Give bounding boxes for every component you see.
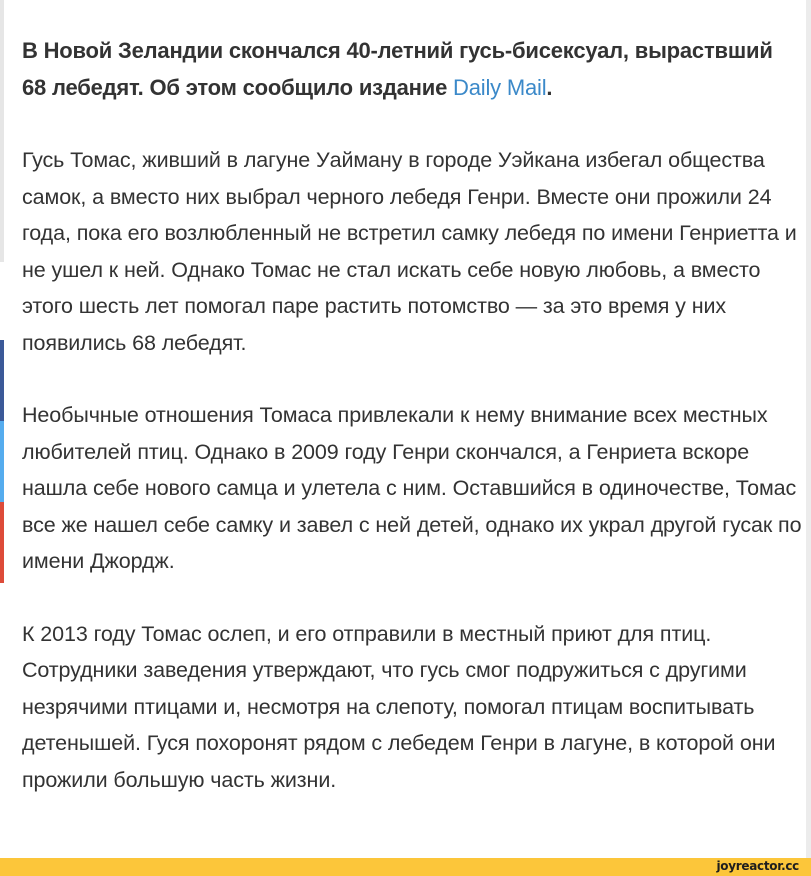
facebook-share-button[interactable] [0, 340, 4, 421]
google-share-button[interactable] [0, 502, 4, 583]
source-link[interactable]: Daily Mail [453, 75, 547, 100]
left-edge-border [0, 0, 4, 262]
headline-text: В Новой Зеландии скончался 40-летний гусь-бисексуал, выраствший 68 лебедят. Об этом сообщило издание [22, 38, 773, 100]
article-paragraph-2: Необычные отношения Томаса привлекали к нему внимание всех местных любителей птиц. Однако в 2009 году Генри скончался, а Генриета вскоре нашла себе нового самца и улетела с ним. Оставшийся в одиночестве, Томас все же нашел себе самку и завел с ней детей, однако их украл другой гусак по имени Джордж. [22, 403, 802, 573]
site-watermark: joyreactor.cc [716, 859, 799, 873]
article [22, 32, 802, 798]
right-edge-border [806, 0, 811, 858]
headline-end: . [546, 75, 553, 100]
article-paragraph-3: К 2013 году Томас ослеп, и его отправили в местный приют для птиц. Сотрудники заведения утверждают, что гусь смог подружиться с другими незрячими птицами и, несмотря на слепоту, помогал птицам воспитывать детенышей. Гуся похоронят рядом с лебедем Генри в лагуне, в которой они прожили большую часть жизни. [22, 621, 776, 792]
share-bar [0, 340, 4, 583]
footer-bar [0, 858, 811, 876]
article-paragraph-1: Гусь Томас, живший в лагуне Уайману в городе Уэйкана избегал общества самок, а вместо них выбрал черного лебедя Генри. Вместе они прожили 24 года, пока его возлюбленный не встретил самку лебедя по имени Генриетта и не ушел к ней. Однако Томас не стал искать себе новую любовь, а вместо этого шесть лет помогал паре растить потомство — за это время у них появились 68 лебедят. [22, 148, 797, 355]
article-headline [22, 32, 802, 106]
twitter-share-button[interactable] [0, 421, 4, 502]
